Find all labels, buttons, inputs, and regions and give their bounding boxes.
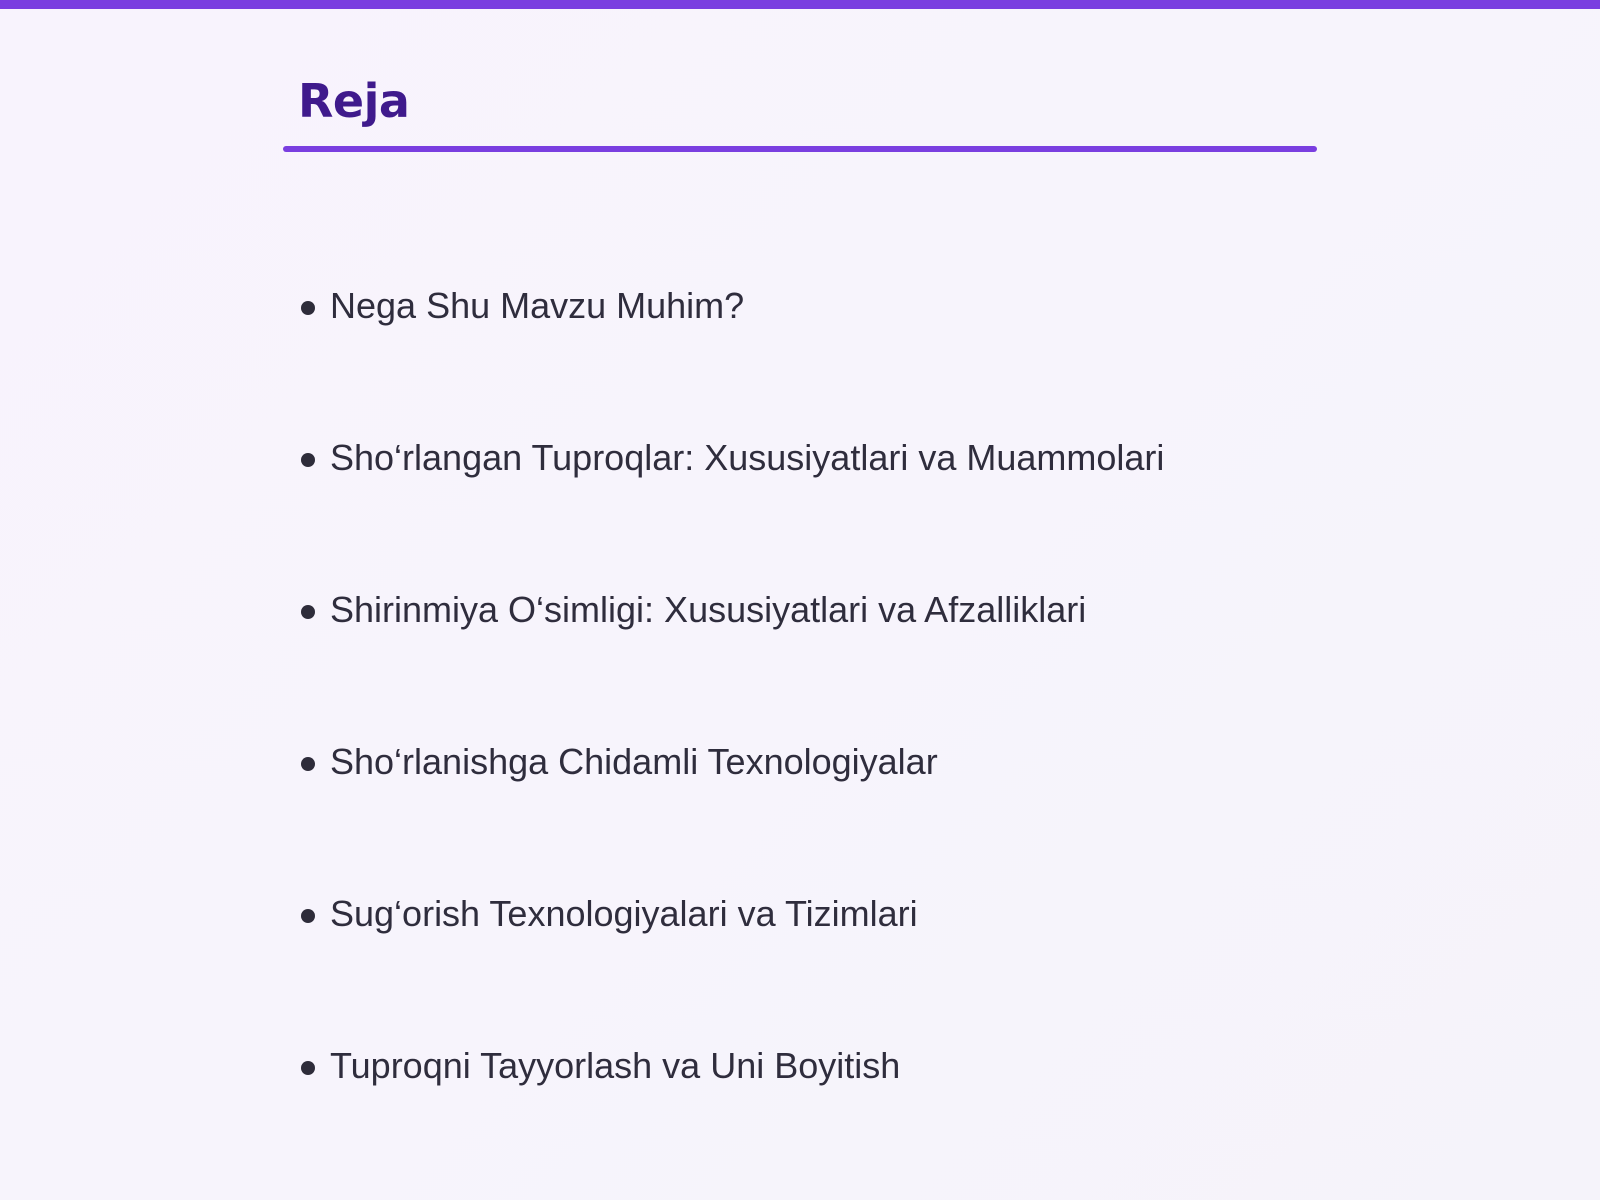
agenda-item-label: Tuproqni Tayyorlash va Uni Boyitish: [330, 1045, 901, 1086]
bullet-icon: [301, 301, 315, 315]
top-accent-bar: [0, 0, 1600, 9]
bullet-icon: [301, 757, 315, 771]
bullet-icon: [301, 605, 315, 619]
agenda-item-label: Shirinmiya O‘simligi: Xususiyatlari va Afzalliklari: [330, 589, 1087, 630]
agenda-item-label: Nega Shu Mavzu Muhim?: [330, 285, 745, 326]
bullet-icon: [301, 453, 315, 467]
agenda-item-label: Sho‘rlangan Tuproqlar: Xususiyatlari va Muammolari: [330, 437, 1165, 478]
agenda-item-label: Sug‘orish Texnologiyalari va Tizimlari: [330, 893, 918, 934]
bullet-icon: [301, 1061, 315, 1075]
title-underline: [283, 146, 1317, 152]
bullet-icon: [301, 909, 315, 923]
slide-title: Reja: [298, 74, 410, 128]
agenda-item-label: Sho‘rlanishga Chidamli Texnologiyalar: [330, 741, 938, 782]
